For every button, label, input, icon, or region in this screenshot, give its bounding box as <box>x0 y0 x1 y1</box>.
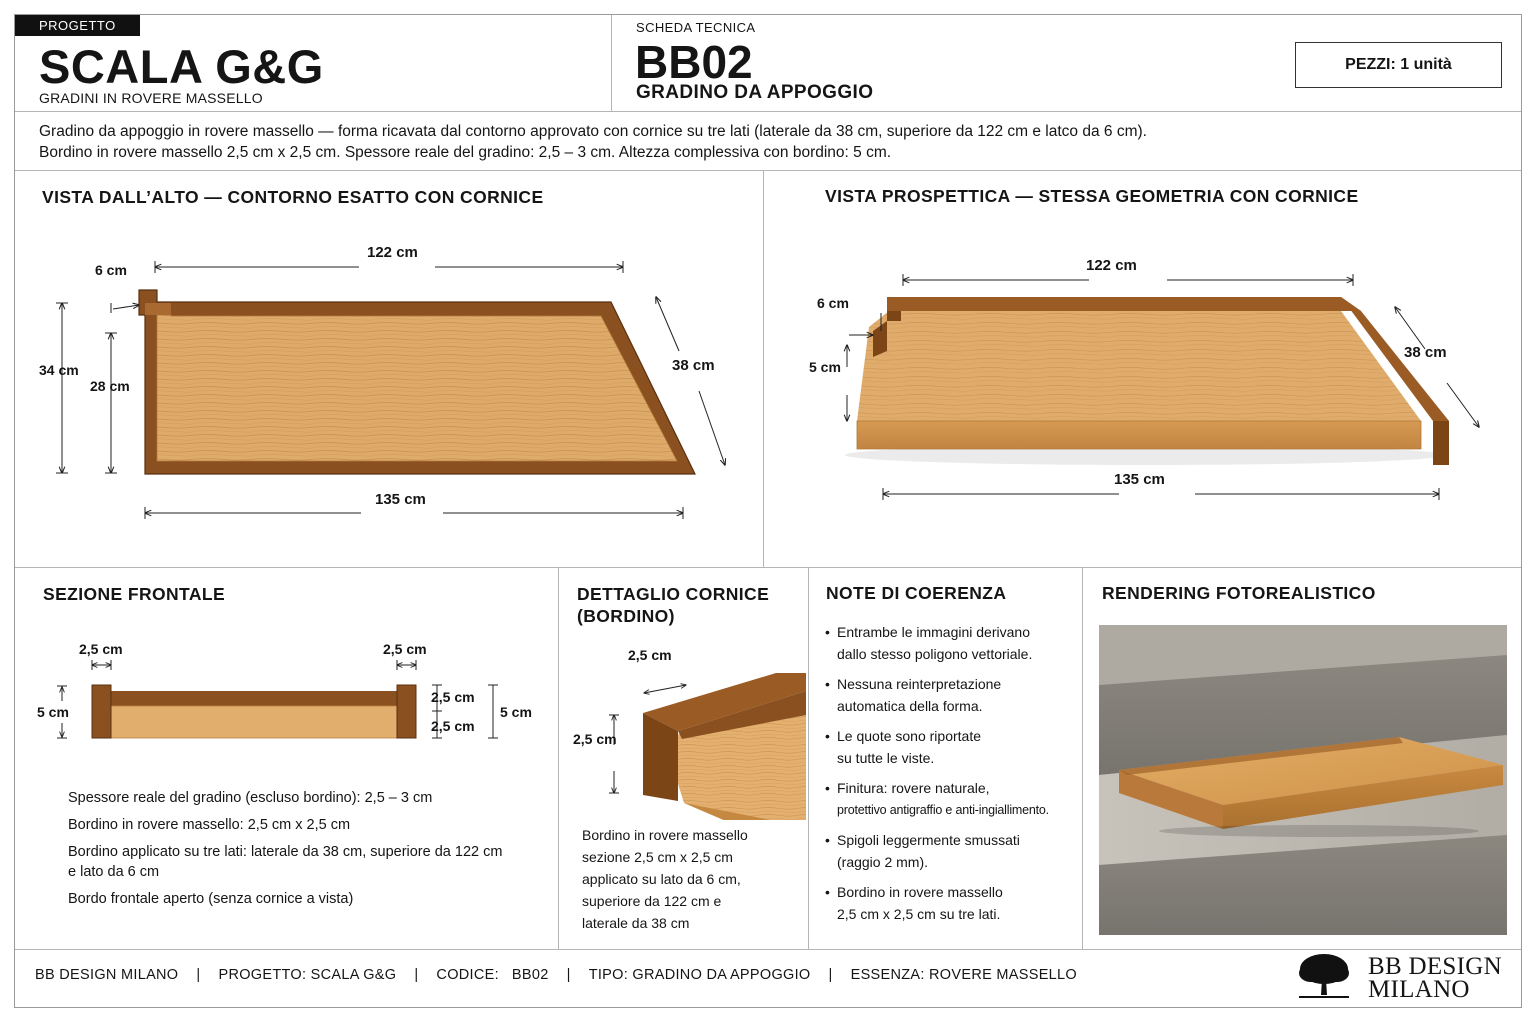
footer-separator: | <box>566 967 571 983</box>
dim-label-detail-height: 2,5 cm <box>573 731 617 747</box>
technical-sheet <box>14 14 1522 1008</box>
note-item: • Bordino in rovere massello 2,5 cm x 2,5 cm su tre lati. <box>825 881 1049 925</box>
divider <box>15 170 1521 171</box>
section-notes <box>68 788 502 909</box>
edge-detail-line: applicato su lato da 6 cm, <box>582 871 741 887</box>
edge-detail-title <box>577 583 769 627</box>
section-top-edge <box>111 691 397 706</box>
dim-label-6: 6 cm <box>817 295 849 311</box>
pieces-box <box>1295 42 1502 88</box>
note-item: • Entrambe le immagini derivano dallo stesso poligono vettoriale. <box>825 621 1049 665</box>
section-right-edge <box>397 685 416 738</box>
perspective-board-top <box>857 311 1421 421</box>
dim-label-5: 5 cm <box>809 359 841 375</box>
top-view-title: VISTA DALL’ALTO — CONTORNO ESATTO CON CORNICE <box>42 187 544 207</box>
project-subtitle: GRADINI IN ROVERE MASSELLO <box>39 90 263 106</box>
render-shadow <box>1159 825 1479 837</box>
notes-list <box>825 621 1049 925</box>
note-line: Finitura: rovere naturale, <box>837 780 990 796</box>
tree-logo-icon <box>1297 951 1351 1001</box>
notch-edge <box>145 303 171 315</box>
note-line: (raggio 2 mm). <box>837 854 929 870</box>
description-line: Gradino da appoggio in rovere massello — forma ricavata dal contorno approvato con cornice su tre lati (laterale da 38 cm, superiore da 122 cm e latco da 6 cm). <box>39 123 1147 140</box>
note-line: Entrambe le immagini derivano <box>837 624 1030 640</box>
divider <box>558 567 559 949</box>
pieces-label: PEZZI: 1 unità <box>1345 56 1452 73</box>
note-line: 2,5 cm x 2,5 cm su tre lati. <box>837 906 1001 922</box>
top-board <box>157 315 677 461</box>
note-line: Spigoli leggermente smussati <box>837 832 1020 848</box>
dim-label-right-bottom: 2,5 cm <box>431 718 475 734</box>
footer-project: PROGETTO: SCALA G&G <box>218 967 397 983</box>
section-left-edge <box>92 685 111 738</box>
brand-logo-text <box>1368 955 1502 1001</box>
perspective-frame-notch <box>887 311 901 321</box>
footer-code: CODICE: BB02 <box>436 967 549 983</box>
sheet-label: SCHEDA TECNICA <box>636 20 756 35</box>
note-line: Le quote sono riportate <box>837 728 981 744</box>
section-note: Bordo frontale aperto (senza cornice a vista) <box>68 891 354 907</box>
perspective-board-front <box>857 421 1421 449</box>
edge-detail-title-line: DETTAGLIO CORNICE <box>577 584 770 604</box>
dim-line <box>656 297 679 351</box>
note-item: • Nessuna reinterpretazione automatica della forma. <box>825 673 1049 717</box>
dim-label-122: 122 cm <box>1086 257 1137 274</box>
note-line: protettivo antigraffio e anti-ingiallimento. <box>837 803 1049 817</box>
dim-label-122: 122 cm <box>367 244 418 261</box>
description <box>39 121 1147 163</box>
footer-separator: | <box>196 967 201 983</box>
note-item: • Spigoli leggermente smussati (raggio 2 mm). <box>825 829 1049 873</box>
project-title: SCALA G&G <box>39 40 324 93</box>
top-view-drawing <box>15 185 763 565</box>
note-line: su tutte le viste. <box>837 750 935 766</box>
notes-title: NOTE DI COERENZA <box>826 583 1007 603</box>
divider <box>763 170 764 567</box>
note-item: • Finitura: rovere naturale, protettivo antigraffio e anti-ingiallimento. <box>825 777 1049 821</box>
note-line: automatica della forma. <box>837 698 983 714</box>
footer-separator: | <box>828 967 833 983</box>
edge-detail-title-line: (BORDINO) <box>577 606 675 626</box>
dim-label-28: 28 cm <box>90 378 130 394</box>
note-line: Nessuna reinterpretazione <box>837 676 1002 692</box>
section-board <box>111 706 397 738</box>
perspective-frame-end <box>1433 421 1449 465</box>
footer-type: TIPO: GRADINO DA APPOGGIO <box>588 967 811 983</box>
divider <box>808 567 809 949</box>
section-note: Spessore reale del gradino (escluso bordino): 2,5 – 3 cm <box>68 790 433 806</box>
section-note: Bordino in rovere massello: 2,5 cm x 2,5 cm <box>68 817 351 833</box>
perspective-drawing <box>765 185 1521 565</box>
dim-label-38: 38 cm <box>1404 344 1447 361</box>
divider <box>15 111 1521 112</box>
edge-detail-line: sezione 2,5 cm x 2,5 cm <box>582 849 733 865</box>
product-type: GRADINO DA APPOGGIO <box>636 82 874 103</box>
dim-line <box>699 391 725 465</box>
note-line: Bordino in rovere massello <box>837 884 1003 900</box>
dim-label-right-total: 5 cm <box>500 704 532 720</box>
divider <box>1082 567 1083 949</box>
front-section-title: SEZIONE FRONTALE <box>43 584 226 604</box>
edge-detail-line: superiore da 122 cm e <box>582 893 722 909</box>
footer <box>35 967 1077 983</box>
product-code: BB02 <box>635 36 753 88</box>
dim-label-135: 135 cm <box>375 491 426 508</box>
dim-label-135: 135 cm <box>1114 471 1165 488</box>
dim-label-34: 34 cm <box>39 362 79 378</box>
dim-label-right-top: 2,5 cm <box>431 689 475 705</box>
dim-label-left-width: 2,5 cm <box>79 641 123 657</box>
footer-company: BB DESIGN MILANO <box>35 967 179 983</box>
dim-label-right-width: 2,5 cm <box>383 641 427 657</box>
note-item: • Le quote sono riportate su tutte le viste. <box>825 725 1049 769</box>
dim-line <box>1447 383 1479 427</box>
dim-label-6: 6 cm <box>95 262 127 278</box>
dim-label-detail-width: 2,5 cm <box>628 647 672 663</box>
edge-detail-text <box>582 824 748 934</box>
section-note: e lato da 6 cm <box>68 864 160 880</box>
note-line: dallo stesso poligono vettoriale. <box>837 646 1033 662</box>
dim-label-left-height: 5 cm <box>37 704 69 720</box>
divider <box>15 567 1521 568</box>
edge-detail-line: Bordino in rovere massello <box>582 827 748 843</box>
dim-line <box>113 305 139 309</box>
perspective-view-title: VISTA PROSPETTICA — STESSA GEOMETRIA CON CORNICE <box>825 186 1359 206</box>
dim-label-38: 38 cm <box>672 357 715 374</box>
project-tag: PROGETTO <box>15 15 140 36</box>
dim-line <box>1395 307 1425 349</box>
brand-line: MILANO <box>1368 976 1470 1003</box>
edge-detail-line: laterale da 38 cm <box>582 915 690 931</box>
rendering-image <box>1099 625 1507 935</box>
header-divider <box>611 15 612 111</box>
section-note: Bordino applicato su tre lati: laterale da 38 cm, superiore da 122 cm <box>68 844 503 860</box>
description-line: Bordino in rovere massello 2,5 cm x 2,5 cm. Spessore reale del gradino: 2,5 – 3 cm. Altezza complessiva con bordino: 5 cm. <box>39 144 892 161</box>
divider <box>15 949 1521 950</box>
brand-line: BB DESIGN <box>1368 953 1502 980</box>
rendering-title: RENDERING FOTOREALISTICO <box>1102 583 1376 603</box>
footer-separator: | <box>414 967 419 983</box>
footer-wood: ESSENZA: ROVERE MASSELLO <box>850 967 1077 983</box>
dim-line <box>644 685 686 693</box>
